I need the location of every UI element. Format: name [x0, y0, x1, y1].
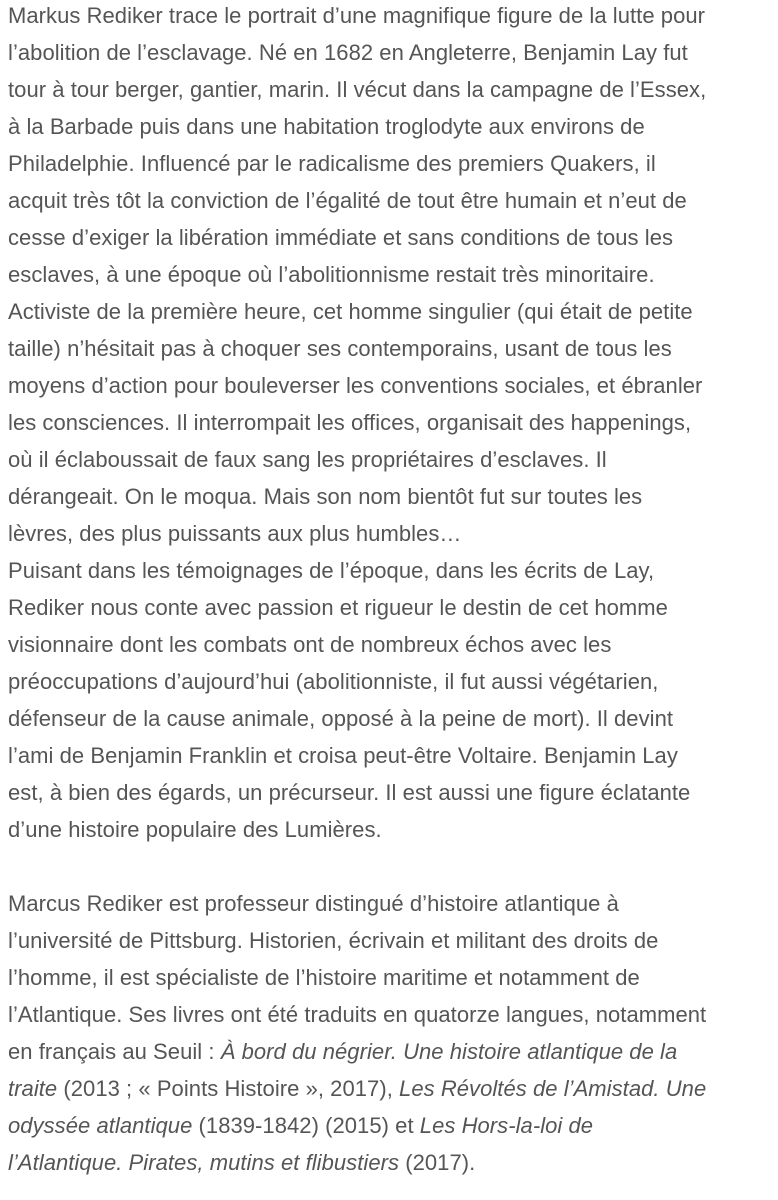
- bio-line: l’homme, il est spécialiste de l’histoire maritime et notamment de: [8, 965, 640, 990]
- book-title-negrier: À bord du négrier. Une histoire atlantique de la: [220, 1039, 678, 1064]
- bio-line: Marcus Rediker est professeur distingué d’histoire atlantique à: [8, 891, 619, 916]
- book-title-hors-la-loi: Les Hors-la-loi de: [419, 1113, 594, 1138]
- bio-line: [8, 1144, 776, 1181]
- summary-line: d’une histoire populaire des Lumières.: [8, 817, 382, 842]
- summary-line: moyens d’action pour bouleverser les conventions sociales, et ébranler: [8, 373, 703, 398]
- summary-line: l’ami de Benjamin Franklin et croisa peut-être Voltaire. Benjamin Lay: [8, 743, 678, 768]
- summary-line: l’abolition de l’esclavage. Né en 1682 en Angleterre, Benjamin Lay fut: [8, 40, 688, 65]
- summary-line: Philadelphie. Influencé par le radicalisme des premiers Quakers, il: [8, 151, 656, 176]
- summary-line: taille) n’hésitait pas à choquer ses contemporains, usant de tous les: [8, 336, 672, 361]
- bio-text: (2013 ; « Points Histoire », 2017),: [57, 1076, 400, 1101]
- summary-line: tour à tour berger, gantier, marin. Il vécut dans la campagne de l’Essex,: [8, 77, 707, 102]
- bio-line: [8, 1070, 776, 1107]
- book-title-amistad: Les Révoltés de l’Amistad. Une: [399, 1076, 707, 1101]
- bio-line: l’Atlantique. Ses livres ont été traduits en quatorze langues, notamment: [8, 1002, 707, 1027]
- summary-line: lèvres, des plus puissants aux plus humbles…: [8, 521, 462, 546]
- book-title-amistad-end: odyssée atlantique: [8, 1113, 193, 1138]
- summary-line: défenseur de la cause animale, opposé à la peine de mort). Il devint: [8, 706, 674, 731]
- summary-line: Rediker nous conte avec passion et rigueur le destin de cet homme: [8, 595, 668, 620]
- summary-line: où il éclaboussait de faux sang les propriétaires d’esclaves. Il: [8, 447, 607, 472]
- bio-text: (1839-1842) (2015) et: [192, 1113, 420, 1138]
- book-title-hors-la-loi-end: l’Atlantique. Pirates, mutins et flibustiers: [8, 1150, 400, 1175]
- summary-line: esclaves, à une époque où l’abolitionnisme restait très minoritaire.: [8, 262, 655, 287]
- summary-line: est, à bien des égards, un précurseur. Il est aussi une figure éclatante: [8, 780, 691, 805]
- summary-line: les consciences. Il interrompait les offices, organisait des happenings,: [8, 410, 692, 435]
- summary-line: Activiste de la première heure, cet homme singulier (qui était de petite: [8, 299, 693, 324]
- summary-line: préoccupations d’aujourd’hui (abolitionniste, il fut aussi végétarien,: [8, 669, 659, 694]
- summary-paragraph: [8, 0, 776, 848]
- summary-line: Markus Rediker trace le portrait d’une magnifique figure de la lutte pour: [8, 3, 706, 28]
- bio-line: l’université de Pittsburg. Historien, écrivain et militant des droits de: [8, 928, 659, 953]
- bio-line: [8, 1107, 776, 1144]
- bio-line: [8, 1033, 776, 1070]
- summary-line: dérangeait. On le moqua. Mais son nom bientôt fut sur toutes les: [8, 484, 643, 509]
- bio-text: en français au Seuil :: [8, 1039, 221, 1064]
- book-title-negrier-end: traite: [8, 1076, 58, 1101]
- summary-line: Puisant dans les témoignages de l’époque, dans les écrits de Lay,: [8, 558, 655, 583]
- summary-line: cesse d’exiger la libération immédiate et sans conditions de tous les: [8, 225, 674, 250]
- bio-text: (2017).: [399, 1150, 476, 1175]
- summary-line: à la Barbade puis dans une habitation troglodyte aux environs de: [8, 114, 645, 139]
- author-bio-paragraph: [8, 885, 776, 1181]
- summary-line: acquit très tôt la conviction de l’égalité de tout être humain et n’eut de: [8, 188, 687, 213]
- paragraph-spacer: [8, 848, 776, 885]
- book-description: [8, 0, 776, 1181]
- summary-line: visionnaire dont les combats ont de nombreux échos avec les: [8, 632, 612, 657]
